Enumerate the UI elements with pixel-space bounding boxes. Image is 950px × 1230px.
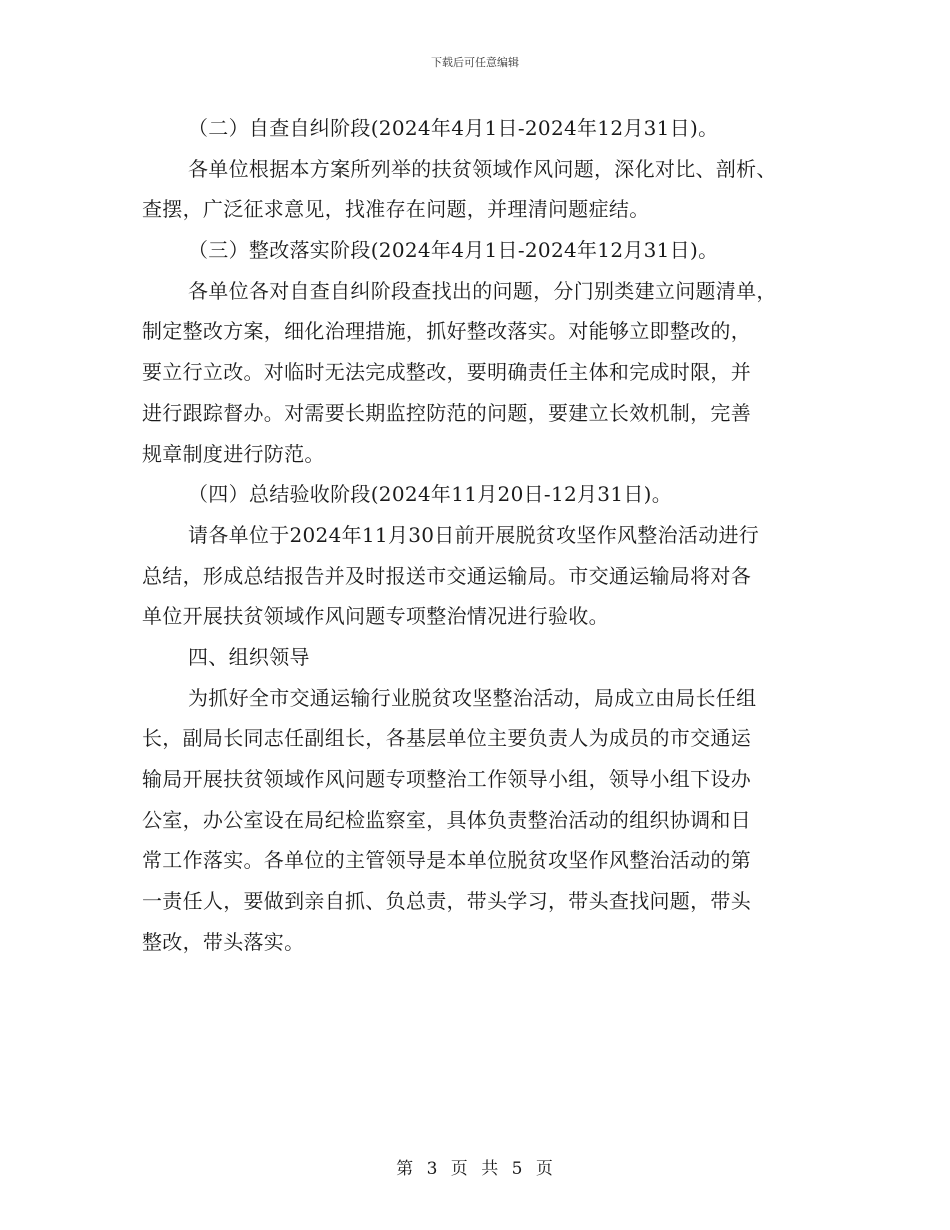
section-heading: 四、组织领导 xyxy=(188,644,310,669)
text-line: 长，副局长同志任副组长，各基层单位主要负责人为成员的市交通运 xyxy=(142,726,751,751)
footer-suffix: 页 xyxy=(535,1159,554,1179)
footer-prefix: 第 xyxy=(396,1159,415,1179)
text-line: 常工作落实。各单位的主管领导是本单位脱贫攻坚作风整治活动的第 xyxy=(142,848,751,873)
text-line: 输局开展扶贫领域作风问题专项整治工作领导小组，领导小组下设办 xyxy=(142,767,751,791)
text-line: 查摆，广泛征求意见，找准存在问题，并理清问题症结。 xyxy=(142,197,650,222)
page-number: 3 xyxy=(426,1159,439,1179)
document-body xyxy=(142,108,808,962)
text-line: （二）自查自纠阶段(2024年4月1日-2024年12月31日)。 xyxy=(188,116,719,140)
page-total: 5 xyxy=(511,1159,524,1179)
footer-mid: 页 xyxy=(450,1159,469,1179)
text-line: 请各单位于2024年11月30日前开展脱贫攻坚作风整治活动进行 xyxy=(188,522,760,547)
text-line: 各单位各对自查自纠阶段查找出的问题，分门别类建立问题清单， xyxy=(188,278,777,303)
text-line: 单位开展扶贫领域作风问题专项整治情况进行验收。 xyxy=(142,604,609,629)
text-line: 各单位根据本方案所列举的扶贫领域作风问题，深化对比、剖析、 xyxy=(188,156,777,181)
text-line: 为抓好全市交通运输行业脱贫攻坚整治活动，局成立由局长任组 xyxy=(188,685,757,710)
page-footer xyxy=(0,1154,950,1179)
footer-total-prefix: 共 xyxy=(481,1159,500,1179)
text-line: （四）总结验收阶段(2024年11月20日-12月31日)。 xyxy=(188,482,673,507)
text-line: 制定整改方案，细化治理措施，抓好整改落实。对能够立即整改的， xyxy=(142,319,751,344)
text-line: （三）整改落实阶段(2024年4月1日-2024年12月31日)。 xyxy=(188,238,719,263)
text-line: 总结，形成总结报告并及时报送市交通运输局。市交通运输局将对各 xyxy=(142,563,751,588)
text-line: 规章制度进行防范。 xyxy=(142,441,325,466)
text-line: 进行跟踪督办。对需要长期监控防范的问题，要建立长效机制，完善 xyxy=(142,400,751,425)
text-line: 要立行立改。对临时无法完成整改，要明确责任主体和完成时限，并 xyxy=(142,360,751,385)
text-line: 公室，办公室设在局纪检监察室，具体负责整治活动的组织协调和日 xyxy=(142,807,751,832)
text-line: 整改，带头落实。 xyxy=(142,929,305,954)
page-header: 下载后可任意编辑 xyxy=(431,56,519,69)
text-line: 一责任人，要做到亲自抓、负总责，带头学习，带头查找问题，带头 xyxy=(142,889,751,914)
